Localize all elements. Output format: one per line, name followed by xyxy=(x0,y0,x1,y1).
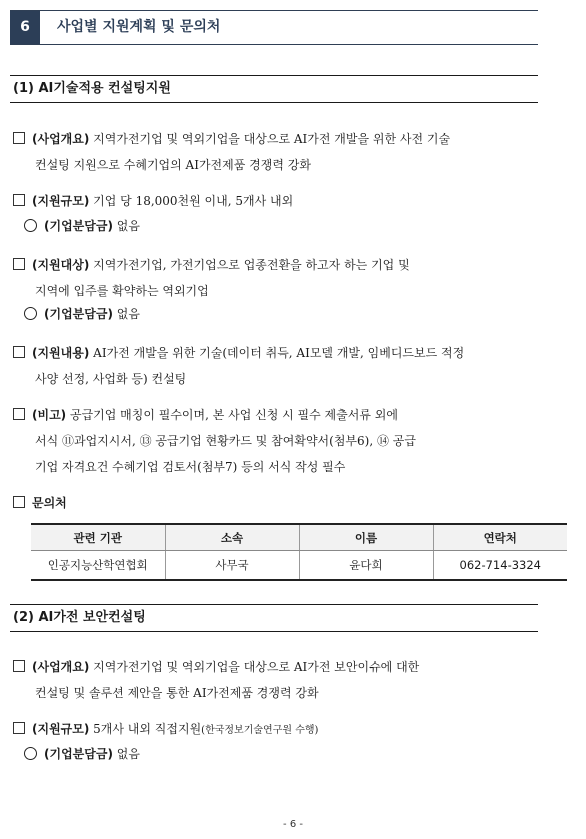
section2-heading-text: (2) AI가전 보안컨설팅 xyxy=(13,610,146,625)
section1-item-note xyxy=(13,402,569,480)
chapter-number: 6 xyxy=(10,11,40,44)
item-text: 지역가전기업, 가전기업으로 업종전환을 하고자 하는 기업 및 xyxy=(89,258,410,272)
burden-row xyxy=(24,216,140,236)
table-cell: 인공지능산학연협회 xyxy=(31,551,165,581)
column-header: 관련 기관 xyxy=(31,524,165,551)
column-header: 소속 xyxy=(165,524,299,551)
section1-heading-text: (1) AI기술적용 컨설팅지원 xyxy=(13,81,171,96)
contact-heading-text: 문의처 xyxy=(32,496,67,510)
burden-value: 없음 xyxy=(112,747,140,761)
item-text: 기업 당 18,000천원 이내, 5개사 내외 xyxy=(89,194,294,208)
column-header: 이름 xyxy=(299,524,433,551)
table-cell: 윤다희 xyxy=(299,551,433,581)
section1-item-content xyxy=(13,340,569,392)
section1-item-target xyxy=(13,252,569,304)
item-text-cont: 기업 자격요건 수혜기업 검토서(첨부7) 등의 서식 작성 필수 xyxy=(35,460,346,474)
table-cell: 사무국 xyxy=(165,551,299,581)
page-number: - 6 - xyxy=(283,819,303,830)
chapter-header xyxy=(10,10,538,45)
section2-heading xyxy=(10,604,538,632)
item-note: (한국정보기술연구원 수행) xyxy=(201,725,319,736)
burden-label: (기업분담금) xyxy=(44,307,113,321)
checkbox-bullet-icon xyxy=(13,722,25,734)
table-cell: 062-714-3324 xyxy=(433,551,567,581)
item-text-cont: 컨설팅 지원으로 수혜기업의 AI가전제품 경쟁력 강화 xyxy=(35,158,311,172)
contact-heading xyxy=(13,490,569,516)
item-label: (사업개요) xyxy=(32,132,90,146)
burden-value: 없음 xyxy=(112,307,140,321)
section1-item-overview xyxy=(13,126,569,178)
section2-item-overview xyxy=(13,654,569,706)
circle-bullet-icon xyxy=(24,219,37,232)
checkbox-bullet-icon xyxy=(13,496,25,508)
item-label: (지원규모) xyxy=(32,722,90,736)
contact-table xyxy=(31,523,567,581)
burden-row xyxy=(24,744,140,764)
checkbox-bullet-icon xyxy=(13,660,25,672)
section1-heading xyxy=(10,75,538,103)
item-text: 공급기업 매칭이 필수이며, 본 사업 신청 시 필수 제출서류 외에 xyxy=(66,408,398,422)
item-label: (지원내용) xyxy=(32,346,90,360)
item-text-cont: 컨설팅 및 솔루션 제안을 통한 AI가전제품 경쟁력 강화 xyxy=(35,686,319,700)
item-text: 지역가전기업 및 역외기업을 대상으로 AI가전 개발을 위한 사전 기술 xyxy=(89,132,451,146)
item-text: AI가전 개발을 위한 기술(데이터 취득, AI모델 개발, 임베디드보드 적정 xyxy=(89,346,465,360)
chapter-title: 사업별 지원계획 및 문의처 xyxy=(57,19,221,35)
checkbox-bullet-icon xyxy=(13,194,25,206)
item-label: (사업개요) xyxy=(32,660,90,674)
item-label: (비고) xyxy=(32,408,67,422)
burden-row xyxy=(24,304,140,324)
table-row xyxy=(31,551,567,581)
section1-item-scale xyxy=(13,188,569,214)
item-text-cont: 사양 선정, 사업화 등) 컨설팅 xyxy=(35,372,187,386)
burden-value: 없음 xyxy=(112,219,140,233)
item-text: 지역가전기업 및 역외기업을 대상으로 AI가전 보안이슈에 대한 xyxy=(89,660,420,674)
item-text: 5개사 내외 직접지원 xyxy=(89,722,202,736)
item-label: (지원규모) xyxy=(32,194,90,208)
table-header-row xyxy=(31,524,567,551)
circle-bullet-icon xyxy=(24,307,37,320)
column-header: 연락처 xyxy=(433,524,567,551)
burden-label: (기업분담금) xyxy=(44,747,113,761)
item-label: (지원대상) xyxy=(32,258,90,272)
section2-item-scale xyxy=(13,716,569,744)
checkbox-bullet-icon xyxy=(13,408,25,420)
item-text-cont: 지역에 입주를 확약하는 역외기업 xyxy=(35,284,209,298)
burden-label: (기업분담금) xyxy=(44,219,113,233)
checkbox-bullet-icon xyxy=(13,132,25,144)
checkbox-bullet-icon xyxy=(13,258,25,270)
checkbox-bullet-icon xyxy=(13,346,25,358)
item-text-cont: 서식 ⑪과업지시서, ⑬ 공급기업 현황카드 및 참여확약서(첨부6), ⑭ 공급 xyxy=(35,434,416,448)
circle-bullet-icon xyxy=(24,747,37,760)
